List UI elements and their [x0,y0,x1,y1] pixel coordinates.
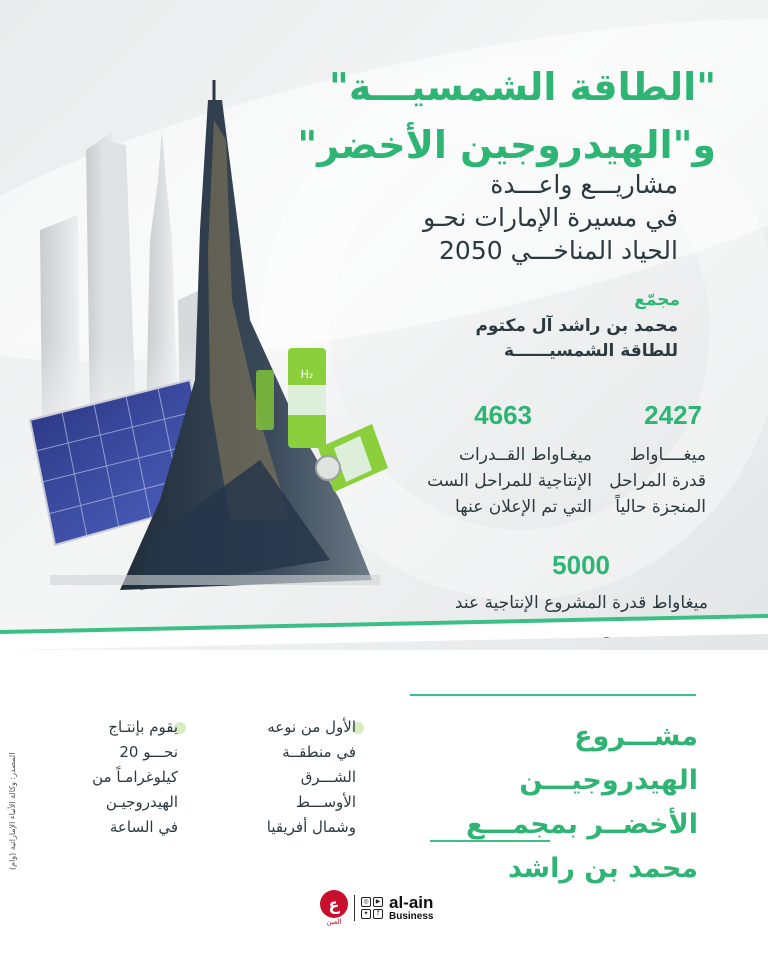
source-note: المصدر: وكالة الأنباء الإماراتية (وام) [8,752,17,870]
fact-1-line-5: وشمال أفريقيا [266,818,356,836]
brand-sub: Business [389,910,434,922]
complex-name-line-1: محمد بن راشد آل مكتوم [475,316,678,336]
fact-1-line-4: الأوســـط [296,793,356,811]
brand-name: al-ain [389,892,434,912]
stat-total-capacity-number: 5000 [552,550,610,580]
stat-2-line-2: الإنتاجية للمراحل الست [427,471,592,491]
stat-announced-capacity-text [372,442,592,520]
stat-3-line-1: ميغاواط قدرة المشروع الإنتاجية عند [454,593,708,613]
stat-1-line-3: المنجزة حالياً [615,497,706,517]
subtitle-line-1: مشاريـــع واعـــدة [490,170,678,199]
title-line-1: "الطاقة الشمسيـــة" [329,65,716,109]
subtitle [338,168,678,267]
main-title [296,58,716,174]
stat-announced-capacity-number: 4663 [474,400,532,430]
fact-production-rate [38,715,178,840]
separator [354,895,355,921]
instagram-icon[interactable]: ◎ [361,897,371,907]
complex-label: مجمّع [634,290,680,310]
project-title [398,715,698,891]
stat-1-line-1: ميغــــاواط [629,445,706,465]
project-top-rule [410,694,696,696]
fact-1-line-2: في منطقــة [282,743,356,761]
al-ain-logo [320,890,348,926]
stat-1-line-2: قدرة المراحل [609,471,706,491]
footer-branding [320,888,460,928]
logo-text: العين [326,918,342,926]
fact-first-of-kind [216,715,356,840]
complex-name [378,314,678,364]
stat-2-line-3: التي تم الإعلان عنها [455,497,592,517]
brand-wordmark [389,892,434,922]
stat-2-line-1: ميغـاواط القــدرات [459,445,592,465]
subtitle-line-3: الحياد المناخـــي 2050 [439,236,678,265]
fact-2-line-4: الهيدروجيـن [105,793,178,811]
fact-2-line-2: نحـــو 20 [119,743,178,761]
fact-2-line-5: في الساعة [109,818,178,836]
svg-text:H₂: H₂ [300,368,314,381]
fact-2-line-3: كيلوغرامـاً من [92,768,178,786]
project-title-line-1: مشـــروع الهيدروجيـــن [519,721,698,796]
facebook-icon[interactable]: f [373,909,383,919]
title-line-2: و"الهيدروجين الأخضر" [297,123,716,167]
logo-mark: ع [320,890,348,918]
project-bottom-rule [430,840,550,842]
twitter-icon[interactable]: ✦ [361,909,371,919]
project-title-line-3: محمد بن راشد [507,853,698,884]
subtitle-line-2: في مسيرة الإمارات نحـو [423,203,678,232]
project-title-line-2: الأخضــر بمجمـــع [465,809,698,840]
stat-current-capacity-number: 2427 [644,400,702,430]
fact-2-line-1: يقوم بإنتـاج [108,718,178,736]
youtube-icon[interactable]: ▶ [373,897,383,907]
fact-1-line-3: الشـــرق [300,768,356,786]
fact-1-line-1: الأول من نوعه [267,718,356,736]
complex-name-line-2: للطاقة الشمسيــــــة [504,341,678,361]
social-icons [361,897,383,919]
